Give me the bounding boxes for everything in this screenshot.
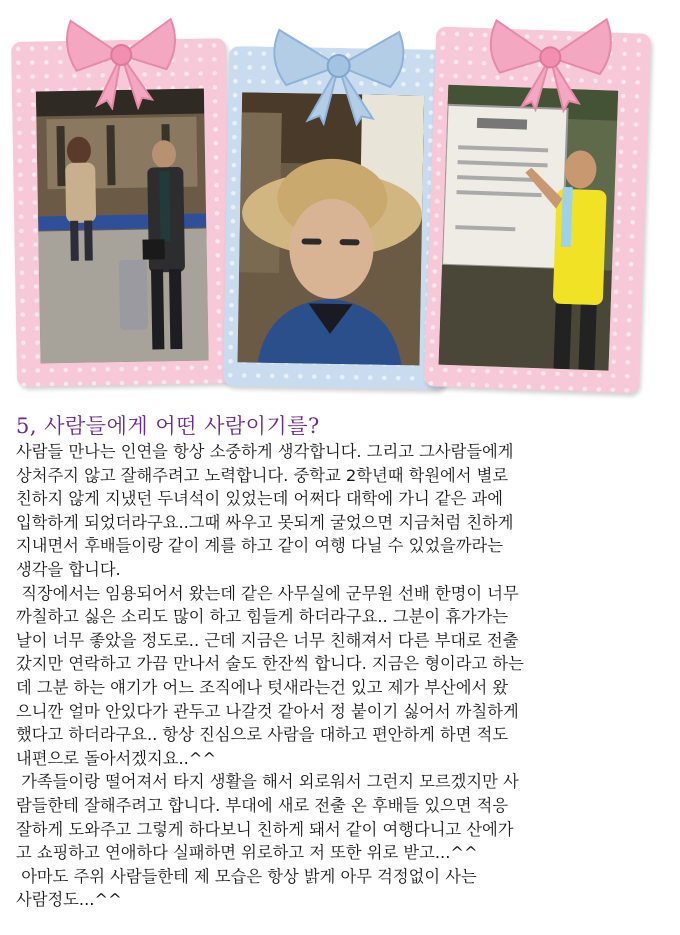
photo-frame-left xyxy=(11,38,232,387)
photo-man-at-shrine xyxy=(36,89,209,364)
pink-ribbon-bow-icon xyxy=(50,0,192,111)
photo-man-straw-hat xyxy=(237,92,424,365)
section-heading: 5, 사람들에게 어떤 사람이기를? xyxy=(16,414,320,438)
article-body xyxy=(16,440,666,912)
paragraph: 사람들 만나는 인연을 항상 소중하게 생각합니다. 그리고 그사람들에게 상처주지 않고 잘해주려고 노력합니다. 중학교 2학년때 학원에서 별로 친하지 않게 지냈던 두녀석이 있었는데 어쩌다 대학에 가니 같은 과에 입학하게 되었더라구요..그때 싸우고 못되게 굴었으면 지금처럼 친하게 지내면서 후배들이랑 같이 계를 하고 같이 여행 다닐 수 있었을까라는 생각을 합니다. xyxy=(16,442,514,579)
blue-ribbon-bow-icon xyxy=(258,5,420,128)
photo-man-at-sign xyxy=(439,85,619,371)
paragraph: 아마도 주위 사람들한테 제 모습은 항상 밝게 아무 걱정없이 사는 사람정도...^^ xyxy=(16,866,477,910)
photo-frame-center xyxy=(223,46,451,390)
photo-frame-right xyxy=(424,26,651,393)
paragraph: 가족들이랑 떨어져서 타지 생활을 해서 외로워서 그런지 모르겠지만 사 람들한테 잘해주려고 합니다. 부대에 새로 전출 온 후배들 있으면 적응 잘하게 도와주고 그렇게 하다보니 친하게 돼서 같이 여행다니고 산에가 고 쇼핑하고 연애하다 실패하면 위로하고 저 또한 위로 받고...^^ xyxy=(16,772,519,863)
paragraph: 직장에서는 임용되어서 왔는데 같은 사무실에 군무원 선배 한명이 너무 까칠하고 싫은 소리도 많이 하고 힘들게 하더라구요.. 그분이 휴가가는 날이 너무 좋았을 정도로.. 근데 지금은 너무 친해져서 다른 부대로 전출 갔지만 연락하고 가끔 만나서 술도 한잔씩 합니다. 지금은 형이라고 하는 데 그분 하는 얘기가 어느 조직에나 텃새라는건 있고 제가 부산에서 왔 으니깐 얼마 안있다가 관두고 나갈것 같아서 정 붙이기 싫어서 까칠하게 했다고 하더라구요.. 항상 진심으로 사람을 대하고 편안하게 하면 적도 내편으로 돌아서겠지요..^^ xyxy=(16,583,524,768)
pink-ribbon-bow-icon-right xyxy=(473,0,627,115)
